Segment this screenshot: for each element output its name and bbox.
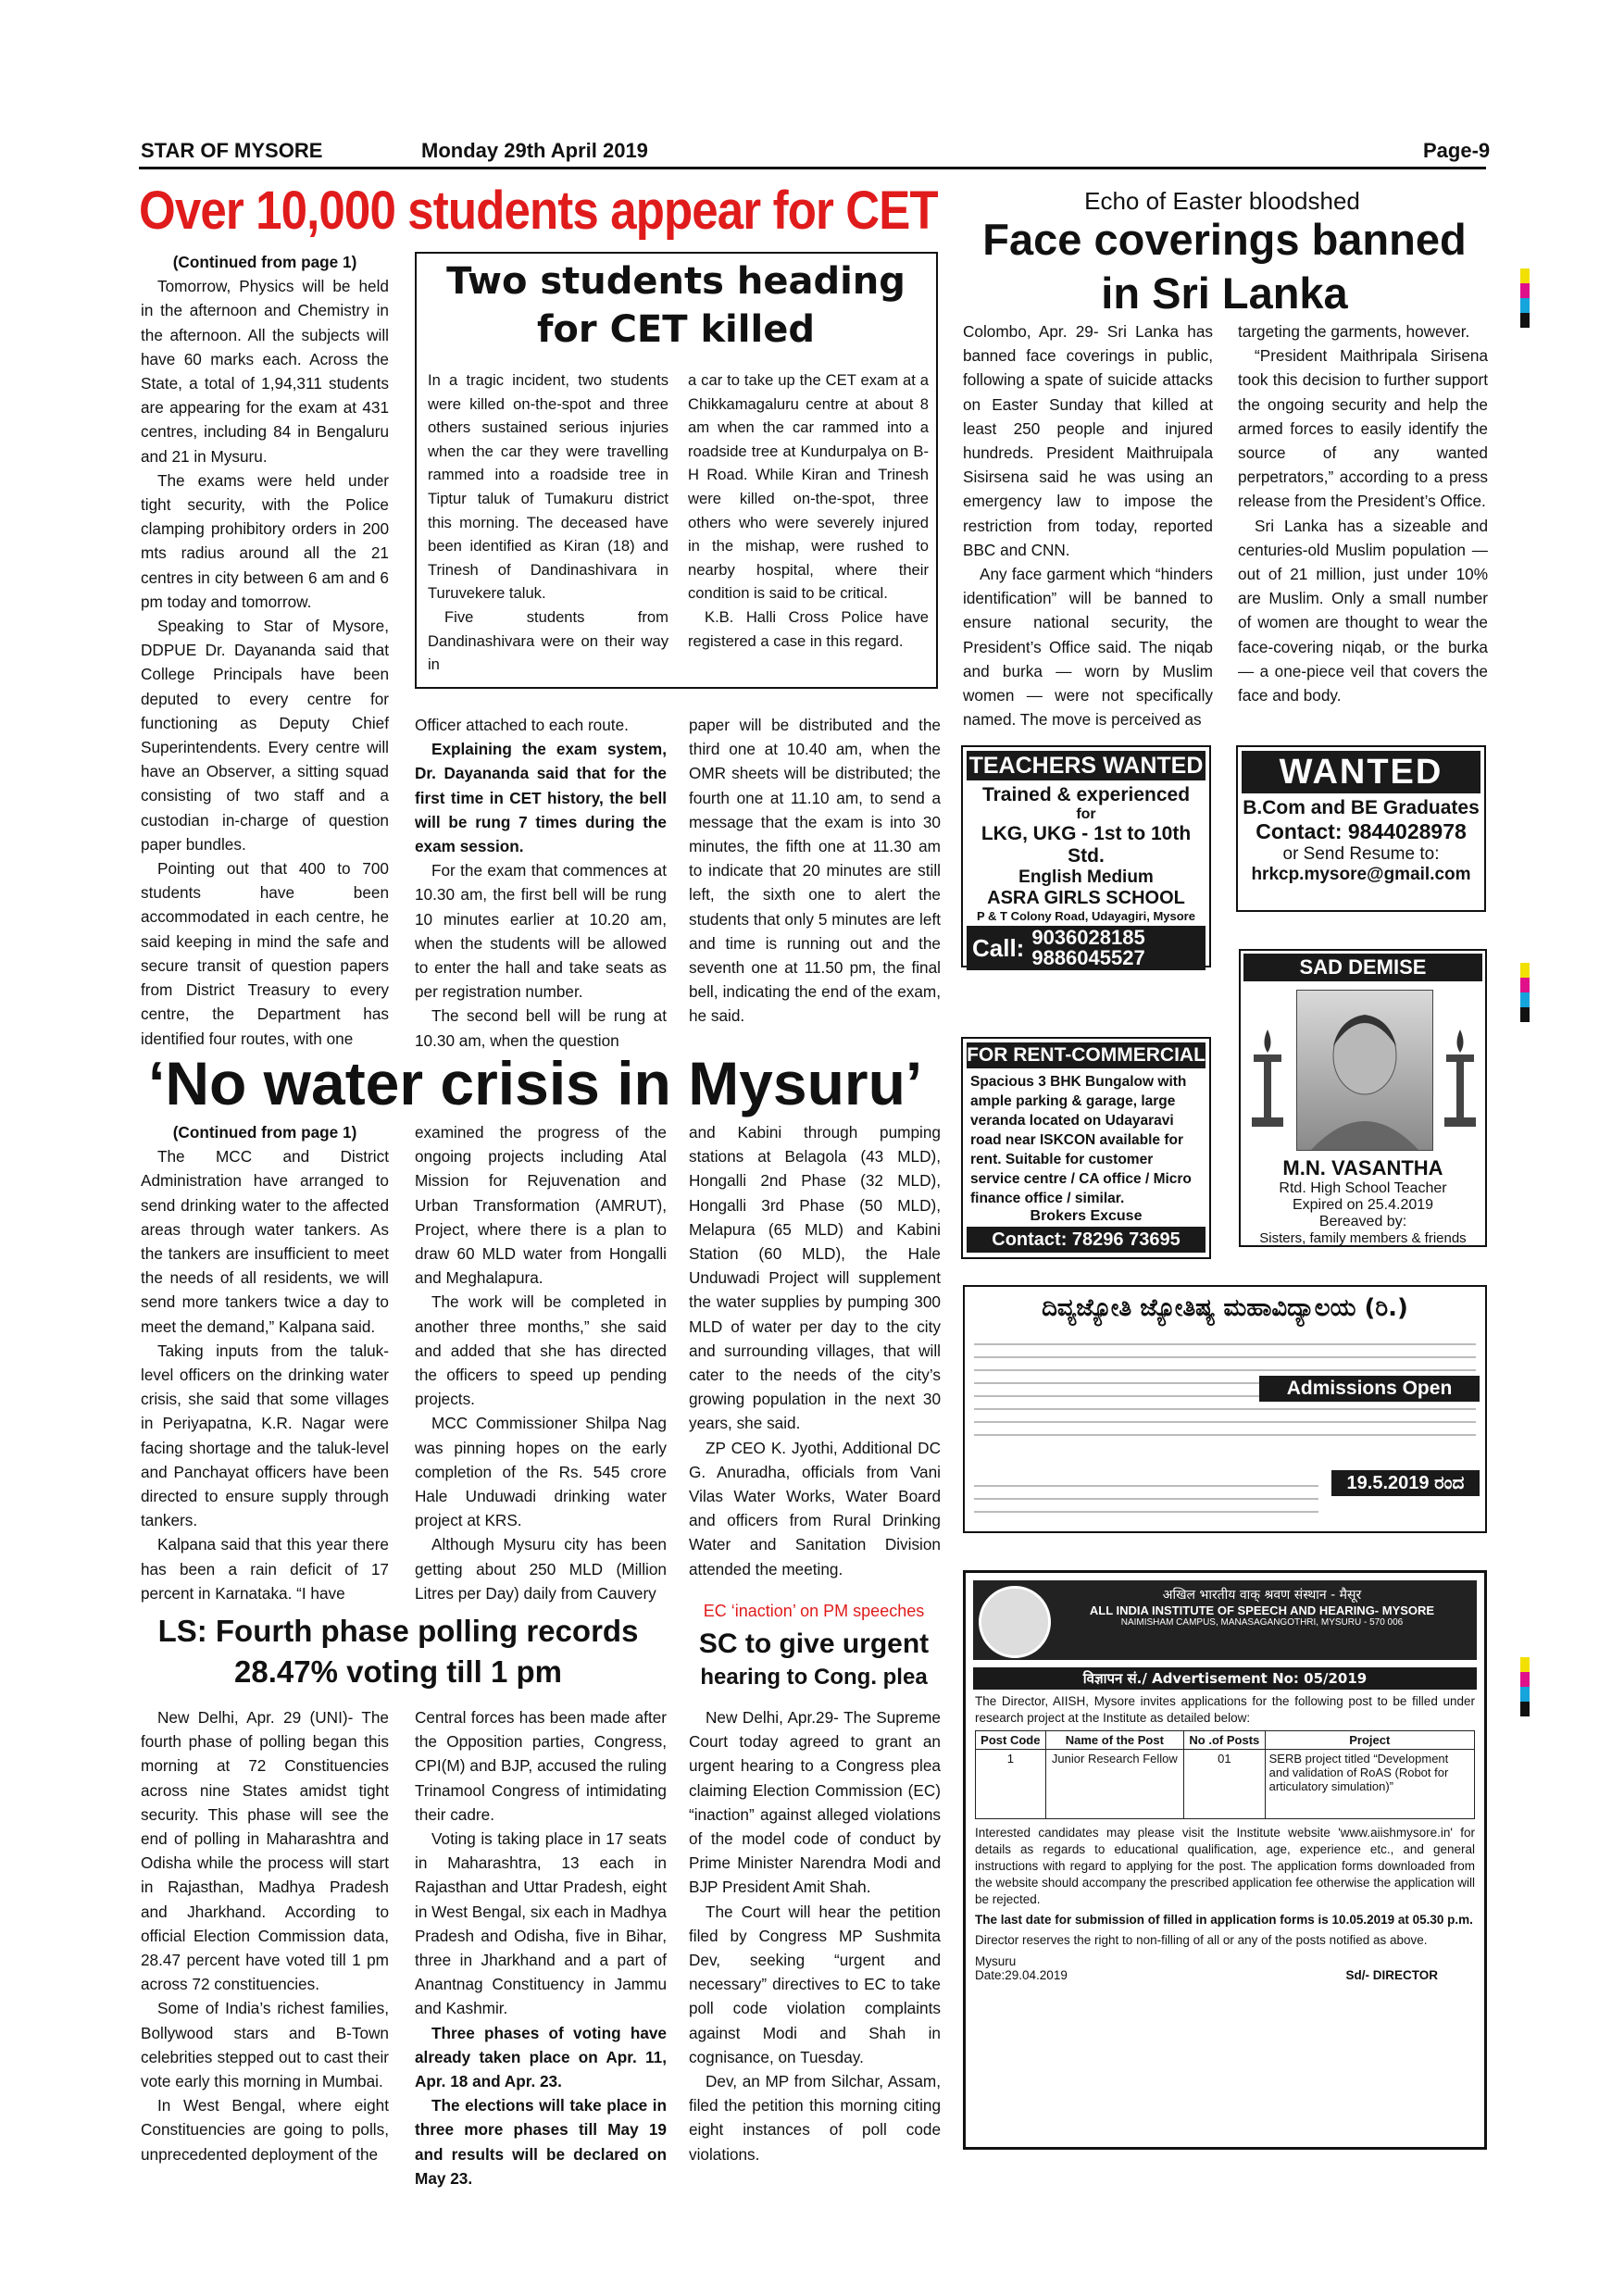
killed-column-a (428, 368, 668, 677)
wanted-ad (1236, 745, 1486, 912)
wanted-ad-email: hrkcp.mysore@gmail.com (1251, 865, 1471, 884)
cet-paragraph: For the exam that commences at 10.30 am, the first bell will be rung 10 minutes earlier at 10.20 am, when the students will be allowed to enter the hall and take seats as per registration number. (415, 861, 667, 1002)
demise-line: Rtd. High School Teacher (1279, 1180, 1447, 1196)
jyothi-ad-contacts (974, 1474, 1318, 1520)
aiish-posts-table (975, 1730, 1475, 1819)
table-header: Name of the Post (1045, 1731, 1183, 1750)
teachers-wanted-ad (961, 745, 1211, 967)
rent-ad-title: FOR RENT-COMMERCIAL (967, 1042, 1206, 1068)
masthead-page-number: Page-9 (1423, 139, 1491, 162)
water-continued-label: (Continued from page 1) (172, 1123, 357, 1142)
water-paragraph: Taking inputs from the taluk-level officers on the drinking water crisis, she said that some villages in Periyapatna, K.R. Nagar were facing shortage and the taluk-level and Panchayat officers have been directed to ensure supply through tankers. (141, 1341, 389, 1530)
water-paragraph: The work will be completed in another three months,” she said and added that she has directed the officers to speed up pending projects. (415, 1292, 667, 1409)
demise-line: Sisters, family members & friends (1259, 1230, 1467, 1246)
water-column-3 (689, 1120, 941, 1581)
sad-demise-ad (1239, 949, 1487, 1247)
for-rent-ad (961, 1037, 1211, 1259)
sc-subheadline: hearing to Cong. plea (700, 1665, 928, 1690)
ls-column-1 (141, 1705, 389, 2166)
jyothi-ad-admissions: Admissions Open (1259, 1376, 1480, 1402)
margin-strip (1518, 139, 1533, 2222)
sc-headline: SC to give urgent (698, 1628, 930, 1659)
cet-column-3 (689, 713, 941, 1029)
killed-paragraph: a car to take up the CET exam at a Chikkamagaluru centre at about 8 am when the car rammed into a roadside tree at Kundurpalya on B-H Road. While Kiran and Trinesh were killed on-the-spot, three others who were severely injured in the mishap, were rushed to nearby hospital, where their condition is said to be critical. (688, 371, 929, 603)
teachers-ad-call-label: Call: (972, 933, 1025, 962)
cet-headline: Over 10,000 students appear for CET (139, 181, 938, 241)
teachers-ad-line: for (1076, 806, 1096, 822)
srilanka-column-2 (1238, 319, 1488, 707)
aiish-header (973, 1580, 1477, 1660)
jyothi-ad-title: ದಿವ್ಯಜ್ಯೋತಿ ಜ್ಯೋತಿಷ್ಯ ಮಹಾವಿದ್ಯಾಲಯ (ರಿ.) (1042, 1294, 1408, 1322)
killed-paragraph: In a tragic incident, two students were killed on-the-spot and three others sustained serious injuries when the car they were travelling rammed into a roadside tree in Tiptur taluk of Tumakuru district this morning. The deceased have been identified as Kiran (18) and Trinesh of Dandinashivara in Turuvekere taluk. (428, 371, 668, 603)
water-paragraph: ZP CEO K. Jyothi, Additional DC G. Anuradha, officials from Vani Vilas Water Works, Water Board and officers from Rural Drinking Water and Sanitation Division attended the meeting. (689, 1438, 941, 1578)
registration-marks (1520, 268, 1530, 328)
table-header: Project (1265, 1731, 1474, 1750)
ls-paragraph-bold: The elections will take place in three more phases till May 19 and results will be declared on May 23. (415, 2096, 667, 2188)
cet-paragraph: Tomorrow, Physics will be held in the afternoon and Chemistry in the afternoon. All the subjects will have 60 marks each. Across the State, a total of 1,94,311 students are appearing for the exam at 431 centres, including 84 in Bengaluru and 21 in Mysuru. (141, 277, 389, 466)
registration-marks (1520, 1657, 1530, 1716)
table-header: No .of Posts (1184, 1731, 1266, 1750)
table-cell: 01 (1184, 1750, 1266, 1819)
cet-paragraph: paper will be distributed and the third one at 10.40 am, when the OMR sheets will be distributed; the fourth one at 11.10 am, to send a message that the exam is into 30 minutes, the fifth one at 11.30 am to indicate that 20 minutes are still left, the sixth one to alert the students that only 5 minutes are left and time is running out and the seventh one at 11.50 pm, the final bell, indicating the end of the exam, he said. (689, 716, 941, 1026)
ls-headline-line: LS: Fourth phase polling records (157, 1614, 639, 1648)
sc-paragraph: The Court will hear the petition filed by Congress MP Sushmita Dev, seeking “urgent and necessary” directives to EC to take poll code violation complaints against Modi and Shah in cognisance, on Tuesday. (689, 1902, 941, 2066)
ls-headline-line: 28.47% voting till 1 pm (234, 1654, 562, 1689)
water-paragraph: The MCC and District Administration have arranged to send drinking water to the affected areas through water tankers. As the tankers are insufficient to meet the needs of all residents, we will send more tankers twice a day to meet the demand,” Kalpana said. (141, 1147, 389, 1336)
water-headline: ‘No water crisis in Mysuru’ (148, 1049, 923, 1117)
jyothi-ad-date: 19.5.2019 ರಂದ (1331, 1470, 1480, 1496)
masthead-paper-name: STAR OF MYSORE (141, 139, 323, 162)
sc-kicker: EC ‘inaction’ on PM speeches (703, 1602, 925, 1620)
table-header: Post Code (976, 1731, 1046, 1750)
ls-paragraph: New Delhi, Apr. 29 (UNI)- The fourth phase of polling began this morning at 72 Constituencies across nine States amidst tight security. This phase will see the end of polling in Maharashtra and Odisha while the process will start in Rajasthan, Madhya Pradesh and Jharkhand. According to official Election Commission data, 28.47 percent have voted till 1 pm across 72 constituencies. (141, 1708, 389, 1994)
aiish-reserve: Director reserves the right to non-filling of all or any of the posts notified as above. (975, 1933, 1428, 1947)
water-paragraph: Kalpana said that this year there has been a rain deficit of 17 percent in Karnataka. “I have (141, 1535, 389, 1603)
ls-paragraph: Central forces has been made after the Opposition parties, Congress, CPI(M) and BJP, accused the ruling Trinamool Congress of intimidating their cadre. (415, 1708, 667, 1824)
aiish-signature: Sd/- DIRECTOR (1345, 1968, 1438, 1982)
water-column-2 (415, 1120, 667, 1605)
ls-column-2 (415, 1705, 667, 2190)
water-paragraph: and Kabini through pumping stations at Belagola (43 MLD), Hongalli 2nd Phase (32 MLD), Hongalli 3rd Phase (50 MLD), Melapura (65 MLD) and Kabini Station (60 MLD), the Hale Unduwadi Project will supplement the water supplies by pumping 300 MLD of water per day to the city and surrounding villages, that will cater to the needs of the city’s growing population in the next 30 years, she said. (689, 1123, 941, 1433)
demise-line: Expired on 25.4.2019 (1292, 1197, 1434, 1213)
water-column-1 (141, 1120, 389, 1605)
cet-column-2 (415, 713, 667, 1053)
wanted-ad-line: or Send Resume to: (1282, 844, 1440, 864)
lamp-icon (1246, 1025, 1289, 1136)
rent-ad-contact: Contact: 78296 73695 (967, 1227, 1206, 1253)
srilanka-paragraph: “President Maithripala Sirisena took this decision to further support the ongoing security and help the armed forces to easily identify the source of any wanted perpetrators,” according to a press release from the President’s Office. (1238, 346, 1488, 511)
wanted-ad-line: B.Com and BE Graduates (1243, 797, 1480, 818)
killed-column-b (688, 368, 929, 653)
teachers-ad-line: LKG, UKG - 1st to 10th Std. (981, 823, 1192, 867)
teachers-ad-title: TEACHERS WANTED (967, 751, 1206, 780)
water-paragraph: MCC Commissioner Shilpa Nag was pinning hopes on the early completion of the Rs. 545 crore Hale Unduwadi drinking water project at KRS. (415, 1414, 667, 1530)
aiish-date: Date:29.04.2019 (975, 1968, 1068, 1982)
cet-column-1 (141, 250, 389, 1051)
srilanka-paragraph: Colombo, Apr. 29- Sri Lanka has banned face coverings in public, following a spate of suicide attacks on Easter Sunday that killed at least 250 people and injured hundreds. President Maithruipala Sisirsena said he was using an emergency law to impose the restriction from today, reported BBC and CNN. (963, 322, 1213, 559)
cet-paragraph: Pointing out that 400 to 700 students have been accommodated in each centre, he said keeping in mind the safe and secure transit of question papers from District Treasury to every centre, the Department has identified four routes, with one (141, 859, 389, 1048)
water-paragraph: Although Mysuru city has been getting about 250 MLD (Million Litres per Day) daily from Cauvery (415, 1535, 667, 1603)
rent-ad-body: Spacious 3 BHK Bungalow with ample parking & garage, large veranda located on Udayaravi road near ISKCON available for rent. Suitable for customer service centre / CA office / Micro finance office / similar. (970, 1074, 1192, 1206)
cet-paragraph: The second bell will be rung at 10.30 am, when the question (415, 1006, 667, 1050)
aiish-logo-icon (979, 1586, 1051, 1658)
registration-marks (1520, 963, 1530, 1022)
demise-ad-title: SAD DEMISE (1243, 954, 1482, 981)
lamp-icon (1439, 1025, 1481, 1136)
srilanka-headline: Face coverings banned in Sri Lanka (982, 215, 1467, 318)
demise-line: Bereaved by: (1318, 1214, 1407, 1229)
aiish-address: NAIMISHAM CAMPUS, MANASAGANGOTHRI, MYSURU - 570 006 (1120, 1617, 1404, 1628)
wanted-ad-contact: Contact: 9844028978 (1255, 819, 1467, 843)
ls-paragraph: Some of India’s richest families, Bollywood stars and B-Town celebrities stepped out to cast their vote early this morning in Mumbai. (141, 1999, 389, 2091)
demise-name: M.N. VASANTHA (1282, 1156, 1443, 1179)
aiish-advertisement (963, 1570, 1487, 2150)
teachers-ad-address: P & T Colony Road, Udayagiri, Mysore (977, 909, 1195, 923)
srilanka-kicker: Echo of Easter bloodshed (1084, 187, 1360, 215)
table-cell: 1 (976, 1750, 1046, 1819)
table-cell: SERB project titled “Development and validation of RoAS (Robot for articulatory simulation)” (1265, 1750, 1474, 1819)
killed-paragraph: K.B. Halli Cross Police have registered a case in this regard. (688, 607, 929, 650)
water-paragraph: examined the progress of the ongoing projects including Atal Mission for Rejuvenation and Urban Transformation (AMRUT), Project, where there is a plan to draw 60 MLD water from Hongalli and Meghalapura. (415, 1123, 667, 1288)
cet-paragraph: The exams were held under tight security, with the Police clamping prohibitory orders in 200 mts radius around all the 21 centres in city between 6 am and 6 pm today and tomorrow. (141, 470, 389, 611)
ls-headline (139, 1611, 657, 1692)
teachers-ad-line: Trained & experienced (981, 784, 1191, 805)
aiish-intro: The Director, AIISH, Mysore invites applications for the following post to be filled under research project at the Institute as detailed below: (975, 1694, 1475, 1725)
masthead-date: Monday 29th April 2019 (421, 139, 648, 162)
killed-headline: Two students heading for CET killed (446, 260, 906, 351)
aiish-advertisement-number: विज्ञापन सं./ Advertisement No: 05/2019 (973, 1667, 1477, 1690)
aiish-hindi-name: अखिल भारतीय वाक् श्रवण संस्थान - मैसूर (1162, 1588, 1362, 1603)
teachers-ad-phone: 9886045527 (1031, 946, 1145, 969)
aiish-name: ALL INDIA INSTITUTE OF SPEECH AND HEARING- MYSORE (1089, 1603, 1435, 1617)
srilanka-paragraph: Sri Lanka has a sizeable and centuries-old Muslim population — out of 21 million, just under 10% are Muslim. Only a small number of women are thought to wear the face-covering niqab, or the burka — a one-piece veil that covers the face and body. (1238, 516, 1488, 705)
ls-paragraph: In West Bengal, where eight Constituencies are going to polls, unprecedented deployment of the (141, 2096, 389, 2164)
cet-paragraph: Speaking to Star of Mysore, DDPUE Dr. Dayananda said that College Principals have been deputed to every centre for functioning as Deputy Chief Superintendents. Every centre will have an Observer, a sitting squad consisting of two staff and a custodian in-charge of question paper bundles. (141, 617, 389, 854)
teachers-ad-school: ASRA GIRLS SCHOOL (987, 888, 1185, 908)
wanted-ad-title: WANTED (1242, 751, 1480, 793)
killed-paragraph: Five students from Dandinashivara were on their way in (428, 607, 668, 674)
srilanka-paragraph: targeting the garments, however. (1238, 322, 1470, 341)
rent-ad-brokers: Brokers Excuse (1030, 1208, 1143, 1224)
masthead-rule (139, 167, 1486, 169)
demise-photo (1296, 990, 1433, 1151)
srilanka-paragraph: Any face garment which “hinders identification” will be banned to ensure national security, the President’s Office said. The niqab and burka — worn by Muslim women — were not specifically named. The move is perceived as (963, 565, 1213, 730)
ls-paragraph: Voting is taking place in 17 seats in Maharashtra, 13 each in Rajasthan and Uttar Pradesh, eight in West Bengal, six each in Madhya Pradesh and Odisha, five in Bihar, three in Jharkhand and a part of Anantnag Constituency in Jammu and Kashmir. (415, 1829, 667, 2018)
sc-paragraph: Dev, an MP from Silchar, Assam, filed the petition this morning citing eight instances of poll code violations. (689, 2072, 941, 2164)
table-row (976, 1750, 1475, 1819)
table-cell: Junior Research Fellow (1045, 1750, 1183, 1819)
teachers-ad-contact (967, 926, 1206, 970)
aiish-place: Mysuru (975, 1954, 1017, 1968)
cet-paragraph: Officer attached to each route. (415, 716, 629, 734)
cet-continued-label: (Continued from page 1) (172, 253, 357, 271)
portrait-icon (1297, 991, 1432, 1150)
sc-column (689, 1705, 941, 2166)
jyothi-admissions-ad (963, 1285, 1487, 1533)
cet-paragraph-bold: Explaining the exam system, Dr. Dayananda said that for the first time in CET history, the bell will be rung 7 times during the exam session. (415, 740, 667, 856)
aiish-body: Interested candidates may please visit the Institute website 'www.aiishmysore.in' for details as regards to educational qualification, age, experience etc., and general instructions with regard to applying for the post. The application forms downloaded from the website should accompany the prescribed application fee otherwise the application will be rejected. (975, 1826, 1475, 1906)
teachers-ad-phone: 9036028185 (1031, 926, 1145, 949)
srilanka-column-1 (963, 319, 1213, 731)
ls-paragraph-bold: Three phases of voting have already taken place on Apr. 11, Apr. 18 and Apr. 23. (415, 2023, 667, 2091)
aiish-last-date: The last date for submission of filled in application forms is 10.05.2019 at 05.30 p.m. (975, 1913, 1473, 1927)
teachers-ad-line: English Medium (1018, 867, 1154, 887)
sc-paragraph: New Delhi, Apr.29- The Supreme Court today agreed to grant an urgent hearing to a Congress plea claiming Election Commission (EC) “inaction” against alleged violations of the model code of conduct by Prime Minister Narendra Modi and BJP President Amit Shah. (689, 1708, 941, 1897)
